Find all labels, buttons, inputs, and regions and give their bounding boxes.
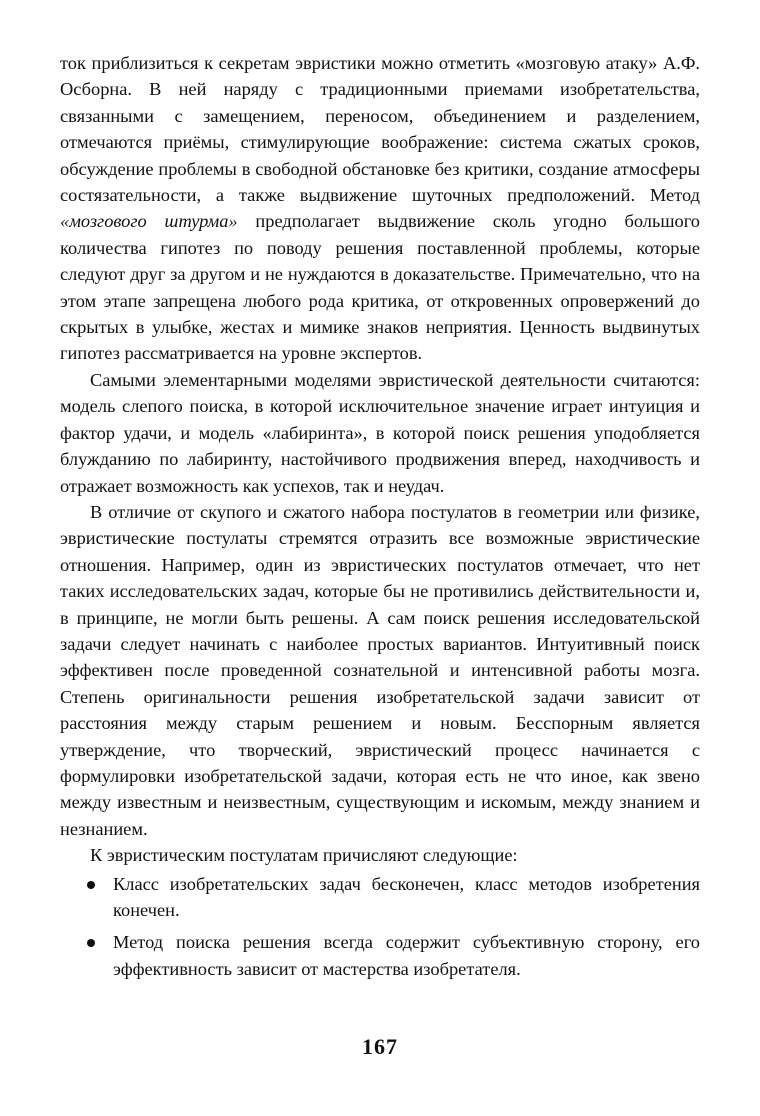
- paragraph-1: [60, 50, 700, 367]
- paragraph-3: В отличие от скупого и сжатого набора постулатов в геометрии или физике, эвристические постулаты стремятся отразить все возможные эвристические отношения. Например, один из эвристических постулатов отмечает, что нет таких исследовательских задач, которые бы не противились действительности и, в принципе, не могли быть решены. А сам поиск решения исследовательской задачи следует начинать с наиболее простых вариантов. Интуитивный поиск эффективен после проведенной сознательной и интенсивной работы мозга. Степень оригинальности решения изобретательской задачи зависит от расстояния между старым решением и новым. Бесспорным является утверждение, что творческий, эвристический процесс начинается с формулировки изобретательской задачи, которая есть не что иное, как звено между известным и неизвестным, существующим и искомым, между знанием и незнанием.: [60, 501, 700, 839]
- page-body: [60, 50, 700, 982]
- paragraph-1-text-start: ток приблизиться к секретам эвристики можно отметить «мозговую атаку» А.Ф. Осборна. В ней наряду с традиционными приемами изобретательства, связанными с замещением, переносом, объединением и разделением, отмечаются приёмы, стимулирующие воображение: система сжатых сроков, обсуждение проблемы в свободной обстановке без критики, создание атмосферы состязательности, а также выдвижение шуточных предположений. Метод: [60, 53, 700, 206]
- bullet-icon: [87, 881, 95, 889]
- list-item: [60, 871, 700, 924]
- list-item-text: Метод поиска решения всегда содержит субъективную сторону, его эффективность зависит от мастерства изобретателя.: [113, 932, 700, 979]
- paragraph-4: К эвристическим постулатам причисляют следующие:: [90, 845, 518, 866]
- paragraph-2: Самыми элементарными моделями эвристической деятельности считаются: модель слепого поиска, в которой исключительное значение играет интуиция и фактор удачи, и модель «лабиринта», в которой поиск решения уподобляется блужданию по лабиринту, настойчивого продвижения вперед, находчивость и отражает возможность как успехов, так и неудач.: [60, 369, 700, 496]
- list-item: [60, 929, 700, 982]
- paragraph-1-emphasis: «мозгового штурма»: [60, 211, 238, 232]
- postulate-list: [60, 871, 700, 983]
- page-number: 167: [362, 1034, 398, 1059]
- paragraph-1-text-end: предполагает выдвижение сколь угодно большого количества гипотез по поводу решения поставленной проблемы, которые следуют друг за другом и не нуждаются в доказательстве. Примечательно, что на этом этапе запрещена любого рода критика, от откровенных опровержений до скрытых в улыбке, жестах и мимике знаков неприятия. Ценность выдвинутых гипотез рассматривается на уровне экспертов.: [60, 211, 700, 364]
- list-item-text: Класс изобретательских задач бесконечен, класс методов изобретения конечен.: [113, 873, 700, 920]
- bullet-icon: [87, 939, 95, 947]
